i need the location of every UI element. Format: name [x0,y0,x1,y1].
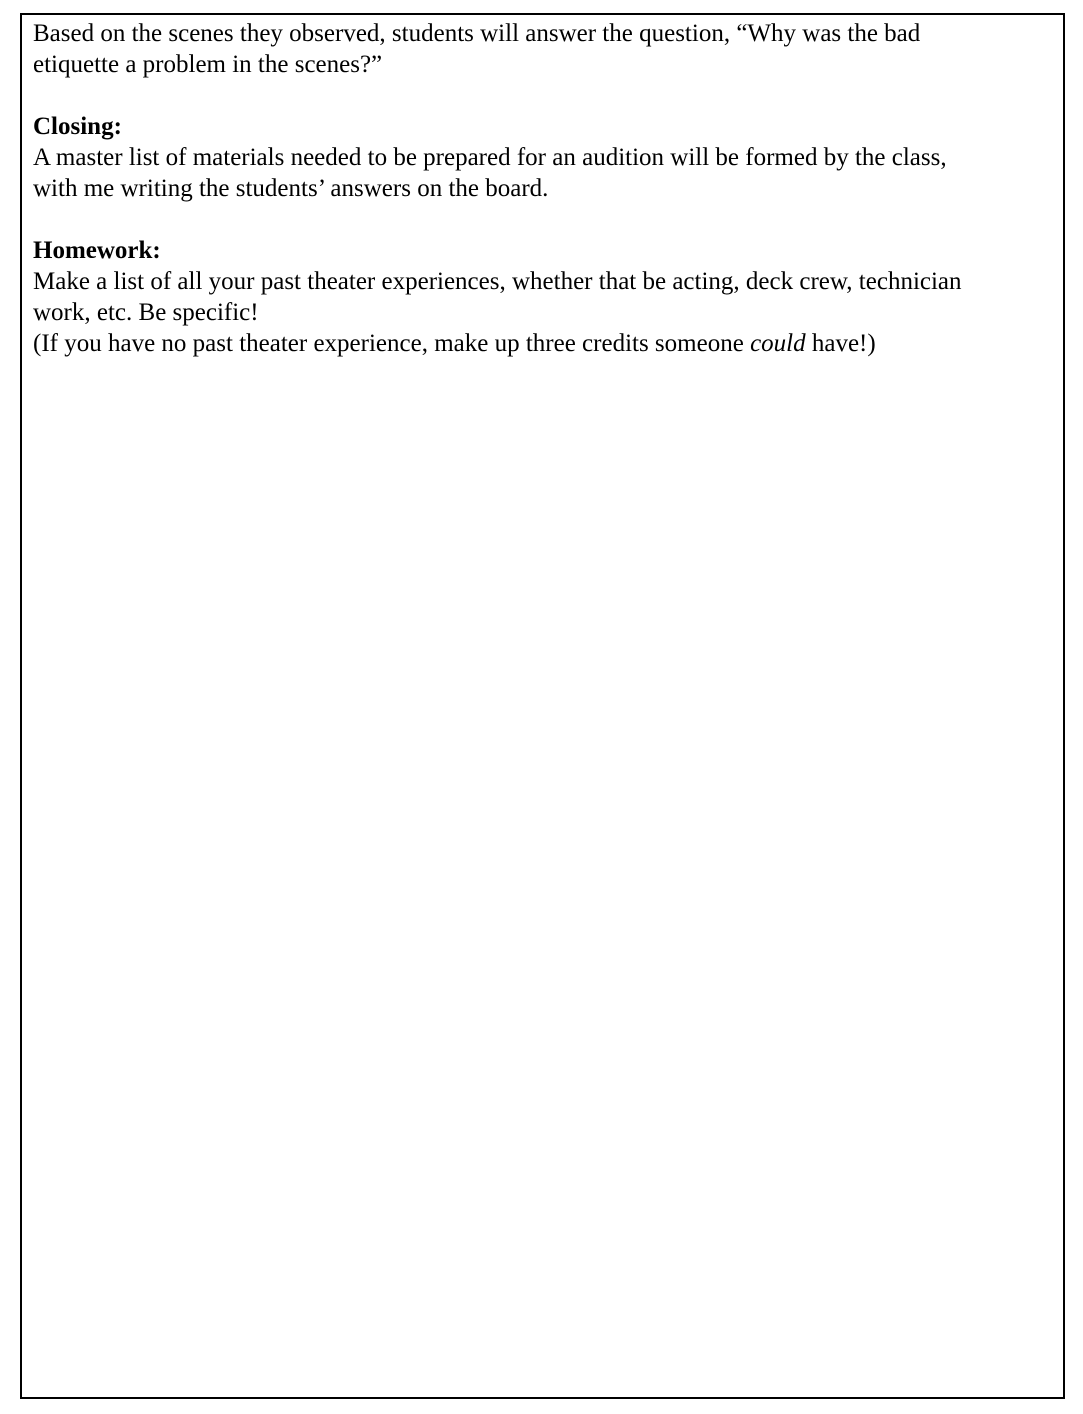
paragraph-spacer [33,80,1051,111]
closing-heading: Closing: [33,113,122,140]
homework-line-1: Make a list of all your past theater experiences, whether that be acting, deck crew, technician [33,268,962,295]
intro-line-1: Based on the scenes they observed, students will answer the question, “Why was the bad [33,20,921,47]
document-frame [20,13,1065,1399]
closing-section [33,111,1051,204]
closing-line-1: A master list of materials needed to be prepared for an audition will be formed by the class, [33,144,947,171]
intro-paragraph [33,18,1051,80]
document-body [33,18,1051,359]
intro-line-2: etiquette a problem in the scenes?” [33,51,383,78]
paragraph-spacer [33,204,1051,235]
homework-line-3 [33,328,1051,359]
homework-emphasis-could: could [750,330,806,357]
homework-heading: Homework: [33,237,161,264]
homework-line-3-start: (If you have no past theater experience, make up three credits someone [33,330,751,357]
homework-line-2: work, etc. Be specific! [33,299,259,326]
closing-line-2: with me writing the students’ answers on the board. [33,175,549,202]
homework-line-3-end: have!) [805,330,876,357]
homework-section [33,235,1051,359]
